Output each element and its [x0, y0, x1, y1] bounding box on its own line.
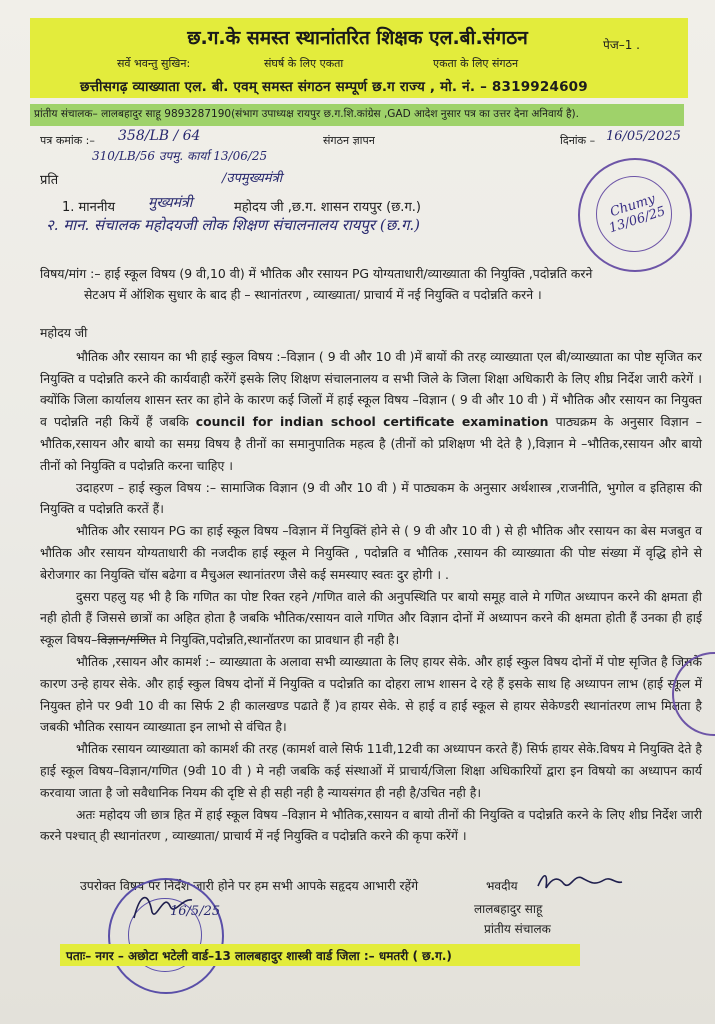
paragraph-2: उदाहरण – हाई स्कुल विषय :– सामाजिक विज्ञान (9 वी और 10 वी ) में पाठ्यकम के अनुसार अर्थशास्त्र ,राजनीति, भुगोल व इतिहास की नियुक्ति व पदोन्नति करतें हैं। — [40, 479, 702, 517]
to-label: प्रति — [40, 173, 59, 188]
subject-label: विषय/मांग :– — [40, 266, 101, 281]
subject-block — [40, 263, 690, 305]
date-label: दिनांक – — [560, 134, 596, 147]
letter-body — [40, 322, 702, 847]
motto-right: एकता के लिए संगठन — [433, 57, 519, 70]
struck-text: विज्ञान/गणित — [97, 632, 156, 648]
receipt-stamp-handwriting: Chumy 13/06/25 — [607, 191, 668, 237]
letter-number-note: 310/LB/56 उपमु. कार्या 13/06/25 — [92, 149, 268, 163]
recipient-1-rest: महोदय जी ,छ.ग. शासन रायपुर (छ.ग.) — [234, 200, 421, 215]
signature-scrawl — [534, 868, 624, 898]
signatory-name: लालबहादुर साहू — [474, 902, 543, 916]
motto-left: सर्वे भवन्तु सुखिन: — [117, 57, 191, 70]
paragraph-6: भौतिक रसायन व्याख्याता को कामर्श की तरह (कामर्श वाले सिर्फ 11वी,12वी का अध्यापन करते हैं) सिर्फ हायर सेके.विषय मे नियुक्ति देते है हाई स्कूल विषय–विज्ञान/गणित (9वी 10 वी ) मे नही जबकि कई संस्थाओं में प्राचार्य/जिला शिक्षा अधिकारियों द्वारा इन विषयो का अध्यापन कार्य करवाया जाता है जो सवैधानिक नियम की दृष्टि से ही सही नही है न्यायसंगत ही नही है/उचित नही है। — [40, 741, 702, 800]
date-value: 16/05/2025 — [606, 129, 681, 144]
page-number: पेज–1 . — [603, 38, 640, 52]
recipient-2-handwritten: २. मान. संचालक महोदयजी लोक शिक्षण संचालनालय रायपुर (छ.ग.) — [46, 216, 421, 234]
president-line: प्रांतीय संचालक– लालबहादुर साहू 9893287190(संभाग उपाध्यक्ष रायपुर छ.ग.शि.कांग्रेस ,GAD आदेश नुसार पत्र का उत्तर देना अनिवार्य है). — [34, 108, 579, 120]
paragraph-3: भौतिक और रसायन PG का हाई स्कूल विषय –विज्ञान में नियुक्तिं होने से ( 9 वी और 10 वी ) से ही भौतिक और रसायन का बेस मजबुत व भौतिक और रसायन योग्यताधारी की नजदीक हाई स्कूल मे नियुक्ति , पदोन्नति व भौतिक ,रसायन की व्याख्याता की पोष्ट संख्या में वृद्धि होने से बेरोजगार का नियुक्ति चॉस बढेगा व मैचुअल स्थानांतरण जैसे कई समस्याए स्वतः दुर होगी । . — [40, 523, 702, 582]
paragraph-5: भौतिक ,रसायन और कामर्श :– व्याख्याता के अलावा सभी व्याख्याता के लिए हायर सेके. और हाई स्कुल विषय दोनों में पोष्ट सृजित है जिसके कारण उन्हे हायर सेके. और हाई स्कुल विषय दोनों में नियुक्ति व पदोन्नति का दोहरा लाभ शासन दे रहे हैं इसके साथ हि अध्यापन लाभ (हाई स्कूल में नियुक्त होने पर 9वी 10 वी का सिर्फ 2 ही कालखण्ड पढाते हैं )व हायर सेके. से हाई व हाई स्कूल से हायर सेकेण्डरी स्थानांतरण लाभ मिलता है जबकी भौतिक रसायन व्याख्याता इन लाभो से वंचित है। — [40, 653, 702, 735]
closing-line: उपरोक्त विषय पर निर्देश जारी होने पर हम सभी आपके सहृदय आभारी रहेंगे — [80, 878, 419, 893]
paragraph-7: अतः महोदय जी छात्र हित में हाई स्कूल विषय –विज्ञान मे भौतिक,रसायन व बायो तीनों की नियुक्ति व पदोन्नति करने के लिए शीघ्र निर्देश जारी करने पश्चात् ही स्थानांतरण , व्याख्याता/ प्राचार्य में नई नियुक्ति व पदोन्नति करने की कृपा करेंगें । — [40, 806, 702, 844]
board-name: council for indian school certificate examination — [195, 414, 549, 430]
to-note: /उपमुख्यमंत्री — [222, 171, 283, 186]
letter-number-value: 358/LB / 64 — [118, 128, 201, 144]
recipient-1-prefix: 1. माननीय — [62, 200, 116, 215]
organization-title: छ.ग.के समस्त स्थानांतरित शिक्षक एल.बी.संगठन — [187, 27, 528, 49]
signature-closing: भवदीय — [486, 879, 518, 893]
salutation: महोदय जी — [40, 325, 88, 340]
paragraph-1: भौतिक और रसायन का भी हाई स्कुल विषय :–विज्ञान ( 9 वी और 10 वी )में बायों की तरह व्याख्याता एल बी/व्याख्याता का पोष्ट सृजित कर नियुक्ति व पदोन्नति करने की कार्यवाही करेंगें इसके लिए शिक्षण संचालनालय व सभी जिले के जिला शिक्षा अधिकारी के लिए शीघ्र निर्देश जारी करेगें । क्योंकि जिला कार्यालय शासन स्तर का होने के कारण कई जिलों में हाई स्कूल विषय –विज्ञान ( 9 वी और 10 वी ) में भौतिक और रसायन का नियुक्त व पदोन्नति नही कियें हैं जबकि council for indian school certificate examination पाठ्यक्रम के अनुसार विज्ञान –भौतिक,रसायन और बायो का समग्र विषय है तीनों का समानुपातिक महत्व है (तीनों को प्रशिक्षण भी देते है ),विज्ञान मे –भौतिक,रसायन और बायो तीनों को नियुक्ति व पदोन्नति करना चाहिए । — [40, 348, 702, 473]
association-line: छत्तीसगढ़ व्याख्याता एल. बी. एवम् समस्त संगठन सम्पूर्ण छ.ग राज्य , मो. नं. – 8319924609 — [80, 79, 588, 95]
signatory-designation: प्रांतीय संचालक — [484, 922, 551, 936]
subject-line-1: विषय/मांग :– हाई स्कूल विषय (9 वी,10 वी) में भौतिक और रसायन PG योग्यताधारी/व्याख्याता की नियुक्ति ,पदोन्नति करने — [40, 266, 593, 281]
seal-handwritten-date: 16/5/25 — [170, 904, 221, 919]
footer-address: पताः– नगर – अछोटा भटेली वार्ड–13 लालबहादुर शास्त्री वार्ड जिला :– धमतरी ( छ.ग.) — [66, 949, 452, 963]
motto-center: संघर्ष के लिए एकता — [264, 57, 344, 70]
paragraph-4: दुसरा पहलु यह भी है कि गणित का पोष्ट रिक्त रहने /गणित वाले की अनुपस्थिति पर बायो समूह वाले मे गणित अध्यापन करने की क्षमता ही नही होती हैं जिससे छात्रों का अहित होता है जबकि भौतिक/रसायन वाले गणित और विज्ञान दोनों में अध्यापन करने की क्षमता होती हैं उनका ही हाई स्कूल विषय–विज्ञान/गणित मे नियुक्ति,पदोन्नति,स्थानॉतरण का प्रावधान ही नही है। — [40, 588, 702, 648]
memorandum-tag: संगठन ज्ञापन — [323, 134, 375, 147]
recipient-1-handwritten: मुख्यमंत्री — [148, 195, 193, 211]
letter-number-label: पत्र कमांक :– — [40, 134, 95, 147]
subject-line-2: सेटअप में ऑशिक सुधार के बाद ही – स्थानांतरण , व्याख्याता/ प्राचार्य में नई नियुक्ति व पदोन्नति करने । — [84, 287, 542, 302]
